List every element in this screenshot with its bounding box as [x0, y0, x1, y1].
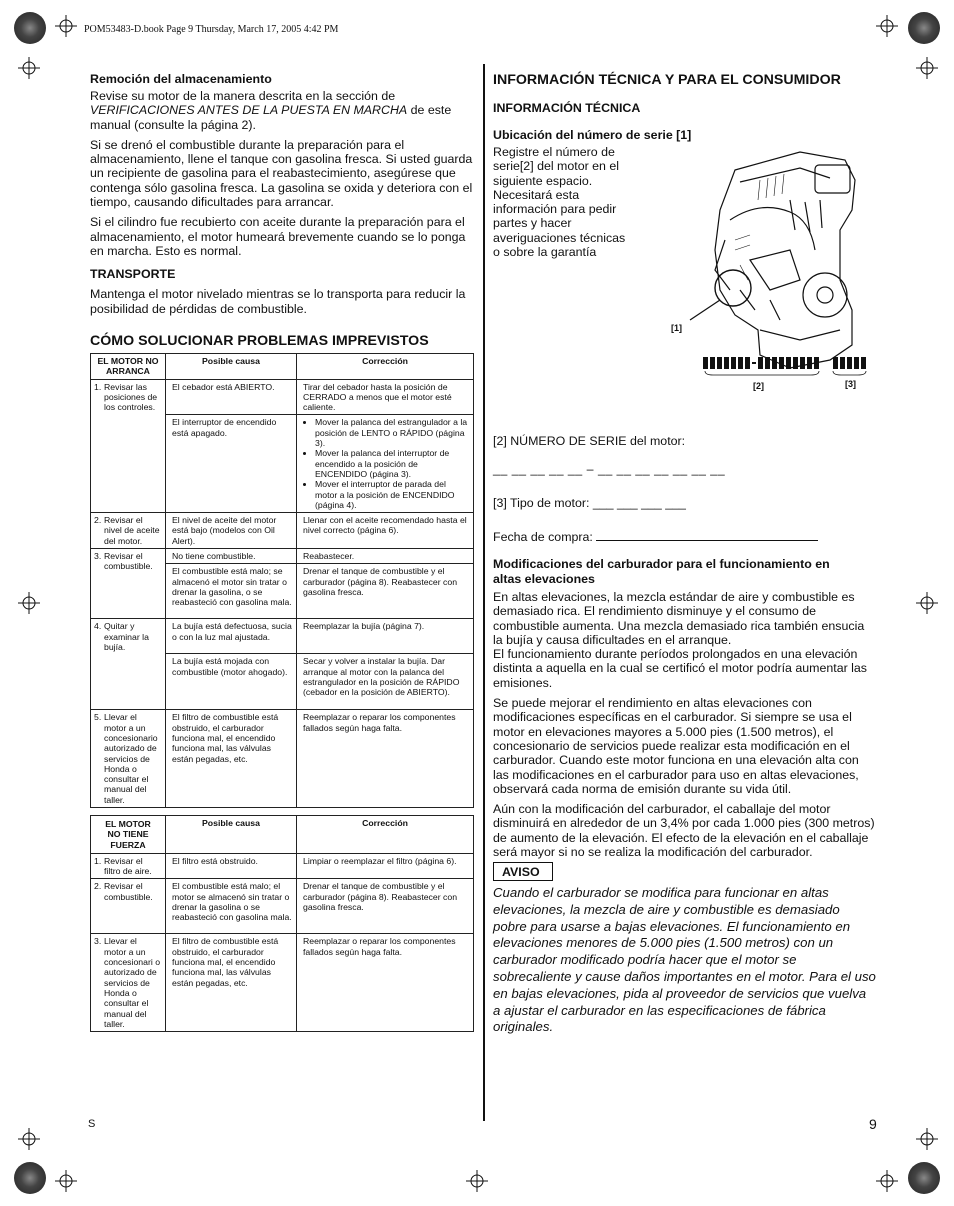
fix-bullet: • Mover la palanca del interruptor de encendido a la posición de ENCENDIDO (página 3).: [315, 448, 469, 479]
storage-p1-text-b: de este manual (consulte la página 2).: [90, 103, 452, 132]
step-cell: [91, 513, 166, 549]
crosshair-icon: [466, 1170, 488, 1192]
cause-cell: La bujía está mojada con combustible (motor ahogado).: [166, 654, 297, 710]
crosshair-icon: [916, 57, 938, 79]
registration-dot-top-left: [14, 12, 46, 44]
cause-cell: El combustible está malo; se almacenó el motor sin tratar o drenar la gasolina, o se reabasteció con gasolina mala.: [166, 564, 297, 619]
table-header-row: [91, 816, 474, 854]
step-number: 2.: [94, 515, 102, 526]
table-row: [91, 710, 474, 808]
fix-cell: Drenar el tanque de combustible y el carburador (página 8). Reabastecer con gasolina fresca.: [297, 879, 474, 934]
fix-cell: Reemplazar o reparar los componentes fallados según haga falta.: [297, 934, 474, 1032]
table-row: [91, 549, 474, 564]
cause-cell: El filtro de combustible está obstruido, el carburador funciona mal, el encendido funciona mal, las válvulas están pegadas, etc.: [166, 934, 297, 1032]
page-header: POM53483-D.book Page 9 Thursday, March 17, 2005 4:42 PM: [84, 24, 339, 35]
table-header: EL MOTOR NO ARRANCA: [91, 354, 166, 380]
step-text: Llevar el motor a un concesionari o autorizado de servicios de Honda o consultar el manual del taller.: [104, 936, 161, 1029]
fix-bullet: • Mover la palanca del estrangulador a la posición de LENTO o RÁPIDO (página 3).: [315, 417, 469, 448]
step-cell: [91, 879, 166, 934]
serial-number-blanks: __ __ __ __ __ – __ __ __ __ __ __ __: [493, 462, 726, 476]
column-divider: [483, 64, 485, 1121]
tech-info-subtitle: INFORMACIÓN TÉCNICA: [493, 101, 641, 115]
troubleshoot-table-no-start: [90, 353, 474, 808]
cause-cell: El filtro de combustible está obstruido, el carburador funciona mal, el encendido funciona mal, las válvulas están pegadas, etc.: [166, 710, 297, 808]
step-cell: [91, 853, 166, 879]
crosshair-icon: [18, 592, 40, 614]
cause-cell: El filtro está obstruido.: [166, 853, 297, 879]
serial-number-field-label: [2] NÚMERO DE SERIE del motor:: [493, 434, 686, 448]
crosshair-icon: [876, 15, 898, 37]
fix-cell: Reemplazar la bujía (página 7).: [297, 619, 474, 654]
crosshair-icon: [916, 592, 938, 614]
notice-text: Cuando el carburador se modifica para funcionar en altas elevaciones, la mezcla de aire y combustible es demasiado pobre para usarse a bajas elevaciones. El funcionamiento en elevaciones menores de 5.000 pies (1.500 metros) con un carburador modificado podría hacer que el motor se sobrecaliente y cause daños importantes en el motor. Para el uso en bajas elevaciones, pida al proveedor de servicios que vuelva a ajustar el carburador en las especificaciones de fábrica originales.: [493, 885, 876, 1035]
step-text: Revisar las posiciones de los controles.: [104, 381, 158, 413]
table-header: Corrección: [297, 354, 474, 380]
table-header: Posible causa: [166, 354, 297, 380]
step-text: Llevar el motor a un concesionario autorizado de servicios de Honda o consultar el manual del taller.: [104, 712, 158, 805]
step-number: 4.: [94, 621, 102, 632]
registration-dot-bottom-left: [14, 1162, 46, 1194]
page-number: 9: [869, 1116, 877, 1132]
step-text: Revisar el combustible.: [104, 551, 153, 572]
label-3: [3]: [845, 379, 856, 389]
step-text: Revisar el filtro de aire.: [104, 855, 152, 877]
cause-cell: No tiene combustible.: [166, 549, 297, 564]
fix-cell: [297, 415, 474, 513]
table-row: [91, 379, 474, 415]
footer-code: S: [88, 1118, 96, 1130]
crosshair-icon: [876, 1170, 898, 1192]
step-number: 1.: [94, 381, 102, 392]
serial-number-boxes: [703, 357, 873, 379]
purchase-date-line: [596, 540, 818, 541]
tech-info-title: INFORMACIÓN TÉCNICA Y PARA EL CONSUMIDOR: [493, 72, 841, 88]
engine-type-field: [3] Tipo de motor: ___ ___ ___ ___: [493, 496, 686, 510]
crosshair-icon: [55, 15, 77, 37]
carburetor-paragraph-3: Aún con la modificación del carburador, el caballaje del motor disminuirá en alrededor de un 3,4% por cada 1.000 pies (300 metros) de aumento de la elevación. El efecto de la elevación en el caballaje será mayor si no se realiza la modificación del carburador.: [493, 802, 875, 860]
troubleshoot-title: CÓMO SOLUCIONAR PROBLEMAS IMPREVISTOS: [90, 333, 429, 349]
step-cell: [91, 934, 166, 1032]
engine-illustration: [640, 140, 880, 390]
serial-paragraph: Registre el número de serie[2] del motor en el siguiente espacio. Necesitará esta información para pedir partes y hacer averiguaciones técnicas o sobre la garantía: [493, 145, 626, 260]
label-1: [1]: [671, 323, 682, 333]
crosshair-icon: [55, 1170, 77, 1192]
table-row: [91, 879, 474, 934]
crosshair-icon: [18, 57, 40, 79]
label-2: [2]: [753, 381, 764, 391]
notice-label: AVISO: [493, 862, 553, 881]
carburetor-p1-text: En altas elevaciones, la mezcla estándar de aire y combustible es demasiado rica. El rendimiento disminuye y el consumo de combustible aumenta. Una mezcla demasiado rica también ensucia la bujía y causa dificultades en el arranque.: [493, 590, 865, 647]
crosshair-icon: [18, 1128, 40, 1150]
step-number: 1.: [94, 855, 102, 866]
step-text: Revisar el combustible.: [104, 881, 153, 902]
step-number: 5.: [94, 712, 102, 723]
table-row: [91, 853, 474, 879]
carburetor-p1b-text: El funcionamiento durante períodos prolongados en una elevación distinta a aquella en la cual se certificó el motor podría aumentar las emisiones.: [493, 647, 867, 690]
storage-paragraph-3: Si el cilindro fue recubierto con aceite durante la preparación para el almacenamiento, el motor humeará brevemente cuando se lo ponga en marcha. Esto es normal.: [90, 215, 466, 258]
table-header: EL MOTOR NO TIENE FUERZA: [91, 816, 166, 854]
fix-cell: Llenar con el aceite recomendado hasta el nivel correcto (página 6).: [297, 513, 474, 549]
serial-location-title: Ubicación del número de serie [1]: [493, 128, 692, 142]
table-header: Corrección: [297, 816, 474, 854]
step-number: 3.: [94, 936, 102, 947]
step-number: 2.: [94, 881, 102, 892]
step-number: 3.: [94, 551, 102, 562]
storage-p1-text: Revise su motor de la manera descrita en la sección de: [90, 89, 396, 103]
left-column: [90, 72, 474, 322]
cause-cell: El nivel de aceite del motor está bajo (modelos con Oil Alert).: [166, 513, 297, 549]
crosshair-icon: [916, 1128, 938, 1150]
fix-cell: Reabastecer.: [297, 549, 474, 564]
transport-paragraph: Mantenga el motor nivelado mientras se lo transporta para reducir la posibilidad de pérdidas de combustible.: [90, 287, 466, 316]
carburetor-paragraph-1: [493, 590, 877, 690]
step-cell: [91, 710, 166, 808]
purchase-date-label: Fecha de compra:: [493, 530, 593, 544]
table-header-row: [91, 354, 474, 380]
carburetor-paragraph-2: Se puede mejorar el rendimiento en altas elevaciones con modificaciones específicas en el carburador. Si siempre se usa el motor en elevaciones mayores a 5.000 pies (1.500 metros), el concesionario de servicios puede realizar esta modificación en el carburador. Cuando este motor funciona en una elevación alta con las modificaciones en el carburador para uso en altas elevaciones, observará cada norma de emisión durante su vida útil.: [493, 696, 859, 796]
step-cell: [91, 379, 166, 513]
table-row: [91, 934, 474, 1032]
cause-cell: La bujía está defectuosa, sucia o con la luz mal ajustada.: [166, 619, 297, 654]
step-text: Revisar el nivel de aceite del motor.: [104, 515, 160, 546]
table-header: Posible causa: [166, 816, 297, 854]
cause-cell: El interruptor de encendido está apagado.: [166, 415, 297, 513]
carburetor-title: Modificaciones del carburador para el funcionamiento en altas elevaciones: [493, 557, 830, 586]
fix-cell: Drenar el tanque de combustible y el carburador (página 8). Reabastecer con gasolina fresca.: [297, 564, 474, 619]
purchase-date-field: [493, 530, 818, 544]
cause-cell: El combustible está malo; el motor se almacenó sin tratar o drenar la gasolina o se reabasteció con gasolina mala.: [166, 879, 297, 934]
fix-bullet: • Mover el interruptor de parada del motor a la posición de ENCENDIDO (página 4).: [315, 479, 469, 510]
step-text: Quitar y examinar la bujía.: [104, 621, 149, 652]
troubleshoot-table-no-power: [90, 815, 474, 1032]
transport-title: TRANSPORTE: [90, 267, 176, 282]
fix-cell: Secar y volver a instalar la bujía. Dar arranque al motor con la palanca del estrangulador en la posición de RÁPIDO (cebador en la posición de ABIERTO).: [297, 654, 474, 710]
step-cell: [91, 549, 166, 619]
fix-cell: Limpiar o reemplazar el filtro (página 6).: [297, 853, 474, 879]
storage-paragraph-1: [90, 89, 474, 132]
fix-cell: Tirar del cebador hasta la posición de CERRADO a menos que el motor esté caliente.: [297, 379, 474, 415]
table-row: [91, 513, 474, 549]
storage-removal-title: Remoción del almacenamiento: [90, 72, 272, 86]
fix-cell: Reemplazar o reparar los componentes fallados según haga falta.: [297, 710, 474, 808]
carburetor-text: [493, 590, 877, 865]
engine-type-label: [3] Tipo de motor:: [493, 496, 590, 510]
cause-cell: El cebador está ABIERTO.: [166, 379, 297, 415]
storage-p1-italic: VERIFICACIONES ANTES DE LA PUESTA EN MARCHA: [90, 103, 408, 118]
storage-paragraph-2: Si se drenó el combustible durante la preparación para el almacenamiento, llene el tanque con gasolina fresca. Si usted guarda un recipiente de gasolina para el reabastecimiento, asegúrese que contenga sólo gasolina fresca. La gasolina se oxida y deteriora con el tiempo, causando dificultades para arrancar.: [90, 137, 473, 210]
step-cell: [91, 619, 166, 710]
table-row: [91, 619, 474, 654]
registration-dot-top-right: [908, 12, 940, 44]
registration-dot-bottom-right: [908, 1162, 940, 1194]
